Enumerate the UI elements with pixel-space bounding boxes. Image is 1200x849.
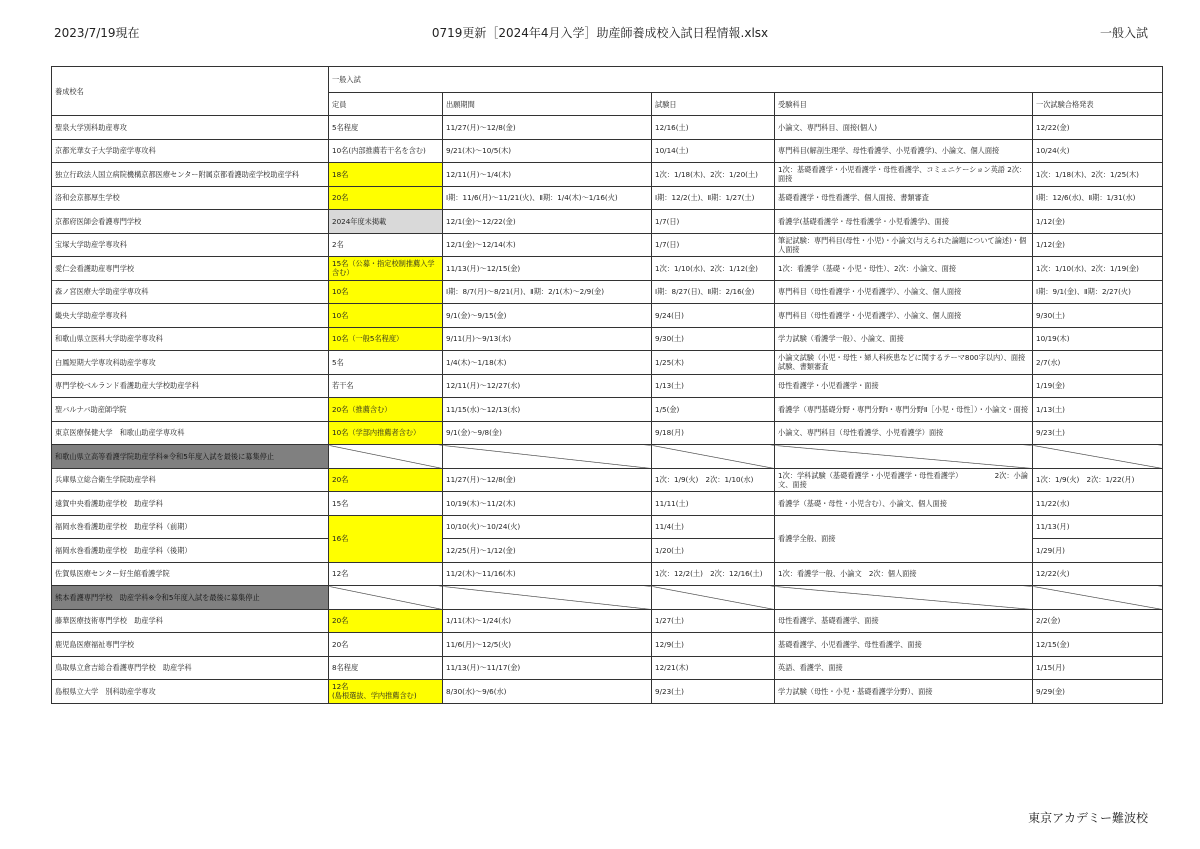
school-name: 鹿児島医療福祉専門学校: [52, 633, 329, 657]
result-date: 1次：1/9(火) 2次：1/22(月): [1033, 468, 1163, 492]
result-date: 11/22(水): [1033, 492, 1163, 516]
subjects: 学力試験（看護学一般）、小論文、面接: [775, 327, 1033, 351]
capacity: 若干名: [329, 374, 443, 398]
table-row: [52, 304, 1163, 328]
result-date: Ⅰ期：9/1(金)、Ⅱ期：2/27(火): [1033, 280, 1163, 304]
subjects: 専門科目（母性看護学・小児看護学）、小論文、個人面接: [775, 280, 1033, 304]
application-period: 12/25(月)〜1/12(金): [443, 539, 652, 563]
exam-date: 1次：1/10(水)、2次：1/12(金): [652, 257, 775, 281]
capacity: 16名: [329, 515, 443, 562]
result-date: 9/29(金): [1033, 680, 1163, 704]
capacity: 20名: [329, 186, 443, 210]
subjects: 母性看護学・小児看護学・面接: [775, 374, 1033, 398]
capacity: 5名程度: [329, 116, 443, 140]
exam-date: 9/18(月): [652, 421, 775, 445]
school-name: 福岡水巻看護助産学校 助産学科（後期）: [52, 539, 329, 563]
exam-date: 1/20(土): [652, 539, 775, 563]
subjects: 小論文、専門科目（母性看護学、小児看護学）面接: [775, 421, 1033, 445]
table-row: [52, 374, 1163, 398]
result-date: 1次：1/10(水)、2次：1/19(金): [1033, 257, 1163, 281]
table-row: [52, 257, 1163, 281]
application-period: 9/1(金)〜9/15(金): [443, 304, 652, 328]
school-name: 聖バルナバ助産師学院: [52, 398, 329, 422]
header-row-1: [52, 67, 1163, 93]
exam-date: 12/9(土): [652, 633, 775, 657]
as-of-date: 2023/7/19現在: [54, 26, 140, 40]
table-row: [52, 163, 1163, 187]
exam-date: 9/30(土): [652, 327, 775, 351]
table-row: [52, 327, 1163, 351]
exam-date: 1/5(金): [652, 398, 775, 422]
school-name: 森ノ宮医療大学助産学専攻科: [52, 280, 329, 304]
capacity: 20名: [329, 609, 443, 633]
school-name: 鳥取県立倉吉総合看護専門学校 助産学科: [52, 656, 329, 680]
empty-cell: [1033, 586, 1163, 610]
table-row: [52, 421, 1163, 445]
document-title: 0719更新［2024年4月入学］助産師養成校入試日程情報.xlsx: [431, 26, 769, 40]
application-period: 11/15(水)〜12/13(水): [443, 398, 652, 422]
result-date: 2/2(金): [1033, 609, 1163, 633]
table-row: [52, 398, 1163, 422]
capacity: 20名: [329, 468, 443, 492]
capacity: 20名（推薦含む）: [329, 398, 443, 422]
application-period: 12/1(金)〜12/22(金): [443, 210, 652, 234]
table-row: [52, 280, 1163, 304]
application-col-header: 出願期間: [443, 93, 652, 116]
empty-cell: [652, 445, 775, 469]
exam-date: 11/4(土): [652, 515, 775, 539]
capacity: 12名: [329, 562, 443, 586]
table-row: [52, 351, 1163, 375]
subjects: 小論文試験（小児・母性・婦人科疾患などに関するテーマ800字以内）、面接試験、書類審査: [775, 351, 1033, 375]
empty-cell: [329, 586, 443, 610]
result-date: 1/12(金): [1033, 233, 1163, 257]
application-period: Ⅰ期：8/7(月)〜8/21(月)、Ⅱ期：2/1(木)〜2/9(金): [443, 280, 652, 304]
result-date: 12/15(金): [1033, 633, 1163, 657]
exam-date: 1/27(土): [652, 609, 775, 633]
result-date: 1/29(月): [1033, 539, 1163, 563]
school-name: 宝塚大学助産学専攻科: [52, 233, 329, 257]
subjects: 看護学全般、面接: [775, 515, 1033, 562]
exam-date: 12/21(木): [652, 656, 775, 680]
subjects: 基礎看護学・母性看護学、個人面接、書類審査: [775, 186, 1033, 210]
discontinued-row: [52, 445, 1163, 469]
application-period: 12/11(月)〜12/27(水): [443, 374, 652, 398]
subjects: 1次：基礎看護学・小児看護学・母性看護学、コミュニケーション英語 2次：面接: [775, 163, 1033, 187]
table-row: [52, 633, 1163, 657]
application-period: 10/19(木)〜11/2(木): [443, 492, 652, 516]
school-name: 独立行政法人国立病院機構京都医療センター附属京都看護助産学校助産学科: [52, 163, 329, 187]
subjects: 筆記試験：専門科目(母性・小児)・小論文(与えられた論題について論述)・個人面接: [775, 233, 1033, 257]
application-period: 12/1(金)〜12/14(木): [443, 233, 652, 257]
result-date: 9/23(土): [1033, 421, 1163, 445]
table-row: [52, 656, 1163, 680]
discontinued-row: [52, 586, 1163, 610]
application-period: Ⅰ期：11/6(月)〜11/21(火)、Ⅱ期：1/4(木)〜1/16(火): [443, 186, 652, 210]
application-period: 9/21(木)〜10/5(木): [443, 139, 652, 163]
capacity: 10名(内部推薦若干名を含む): [329, 139, 443, 163]
exam-date: Ⅰ期：12/2(土)、Ⅱ期：1/27(土): [652, 186, 775, 210]
capacity: 5名: [329, 351, 443, 375]
table-row: [52, 186, 1163, 210]
application-period: 11/13(月)〜11/17(金): [443, 656, 652, 680]
application-period: 9/11(月)〜9/13(水): [443, 327, 652, 351]
subjects: 1次：看護学（基礎・小児・母性）、2次：小論文、面接: [775, 257, 1033, 281]
table-row: [52, 492, 1163, 516]
table-row: [52, 139, 1163, 163]
application-period: 9/1(金)〜9/8(金): [443, 421, 652, 445]
capacity: 18名: [329, 163, 443, 187]
application-period: 8/30(水)〜9/6(水): [443, 680, 652, 704]
result-date: 10/24(火): [1033, 139, 1163, 163]
application-period: 1/11(木)〜1/24(水): [443, 609, 652, 633]
exam-category: 一般入試: [1099, 26, 1148, 40]
school-col-header: 養成校名: [52, 67, 329, 116]
capacity-col-header: 定員: [329, 93, 443, 116]
capacity: [329, 680, 443, 704]
result-date: 12/22(金): [1033, 116, 1163, 140]
school-name: 聖泉大学別科助産専攻: [52, 116, 329, 140]
exam-date: 1次：1/18(木)、2次：1/20(土): [652, 163, 775, 187]
empty-cell: [1033, 445, 1163, 469]
exam-date: Ⅰ期：8/27(日)、Ⅱ期：2/16(金): [652, 280, 775, 304]
subjects: 学力試験（母性・小児・基礎看護学分野）、面接: [775, 680, 1033, 704]
capacity: 10名（学部内推薦者含む）: [329, 421, 443, 445]
school-name: 藤華医療技術専門学校 助産学科: [52, 609, 329, 633]
subjects: 基礎看護学、小児看護学、母性看護学、面接: [775, 633, 1033, 657]
empty-cell: [775, 445, 1033, 469]
capacity: 10名（一般5名程度）: [329, 327, 443, 351]
application-period: 11/2(木)〜11/16(木): [443, 562, 652, 586]
table-row: [52, 233, 1163, 257]
result-date: 10/19(木): [1033, 327, 1163, 351]
empty-cell: [443, 445, 652, 469]
exam-date: 1次：12/2(土) 2次：12/16(土): [652, 562, 775, 586]
subjects: 1次：看護学一般、小論文 2次：個人面接: [775, 562, 1033, 586]
capacity: 10名: [329, 280, 443, 304]
table-row: [52, 468, 1163, 492]
table-row: [52, 515, 1163, 539]
school-name: 東京医療保健大学 和歌山助産学専攻科: [52, 421, 329, 445]
application-period: 1/4(木)〜1/18(木): [443, 351, 652, 375]
subjects: 専門科目（母性看護学・小児看護学）、小論文、個人面接: [775, 304, 1033, 328]
table-row: [52, 210, 1163, 234]
exam-date: 1次：1/9(火) 2次：1/10(水): [652, 468, 775, 492]
exam-date: 1/13(土): [652, 374, 775, 398]
group-header: 一般入試: [329, 67, 1163, 93]
discontinued-note: 熊本看護専門学校 助産学科※令和5年度入試を最後に募集停止: [52, 586, 329, 610]
exam-date: 11/11(土): [652, 492, 775, 516]
capacity: 20名: [329, 633, 443, 657]
subjects-col-header: 受験科目: [775, 93, 1033, 116]
result-date: 2/7(水): [1033, 351, 1163, 375]
result-date: 9/30(土): [1033, 304, 1163, 328]
exam-date: 10/14(土): [652, 139, 775, 163]
subjects: 看護学（基礎・母性・小児含む）、小論文、個人面接: [775, 492, 1033, 516]
result-date: Ⅰ期：12/6(水)、Ⅱ期：1/31(水): [1033, 186, 1163, 210]
result-date: 1/13(土): [1033, 398, 1163, 422]
subjects: 看護学（専門基礎分野・専門分野Ⅰ・専門分野Ⅱ［小児・母性］）・小論文・面接: [775, 398, 1033, 422]
school-name: 白鳳短期大学専攻科助産学専攻: [52, 351, 329, 375]
table-row: [52, 562, 1163, 586]
result-date: 11/13(月): [1033, 515, 1163, 539]
empty-cell: [329, 445, 443, 469]
schedule-table: [51, 66, 1163, 704]
capacity: 15名（公募・指定校制推薦入学含む）: [329, 257, 443, 281]
capacity: 8名程度: [329, 656, 443, 680]
application-period: 12/11(月)〜1/4(木): [443, 163, 652, 187]
result-date: 1/12(金): [1033, 210, 1163, 234]
publisher-name: 東京アカデミー難波校: [1028, 811, 1148, 825]
exam-date: 9/24(日): [652, 304, 775, 328]
capacity: 2024年度未掲載: [329, 210, 443, 234]
result-date: 1次：1/18(木)、2次：1/25(木): [1033, 163, 1163, 187]
school-name: 専門学校ベルランド看護助産大学校助産学科: [52, 374, 329, 398]
table-row: [52, 609, 1163, 633]
exam-date: 12/16(土): [652, 116, 775, 140]
application-period: 11/13(月)〜12/15(金): [443, 257, 652, 281]
school-name: 愛仁会看護助産専門学校: [52, 257, 329, 281]
empty-cell: [652, 586, 775, 610]
school-name: 佐賀県医療センター好生館看護学院: [52, 562, 329, 586]
school-name: 畿央大学助産学専攻科: [52, 304, 329, 328]
exam-date: 1/7(日): [652, 233, 775, 257]
discontinued-note: 和歌山県立高等看護学院助産学科※令和5年度入試を最後に募集停止: [52, 445, 329, 469]
subjects: 専門科目(解剖生理学、母性看護学、小児看護学)、小論文、個人面接: [775, 139, 1033, 163]
school-name: 島根県立大学 別科助産学専攻: [52, 680, 329, 704]
exam-date: 1/7(日): [652, 210, 775, 234]
empty-cell: [775, 586, 1033, 610]
subjects: 1次：学科試験（基礎看護学・小児看護学・母性看護学） 2次：小論文、面接: [775, 468, 1033, 492]
exam-date: 9/23(土): [652, 680, 775, 704]
capacity-main: 12名: [332, 682, 349, 692]
table-row: [52, 116, 1163, 140]
school-name: 兵庫県立総合衛生学院助産学科: [52, 468, 329, 492]
subjects: 看護学(基礎看護学・母性看護学・小児看護学)、面接: [775, 210, 1033, 234]
table-row: [52, 680, 1163, 704]
school-name: 福岡水巻看護助産学校 助産学科（前期）: [52, 515, 329, 539]
school-name: 和歌山県立医科大学助産学専攻科: [52, 327, 329, 351]
subjects: 母性看護学、基礎看護学、面接: [775, 609, 1033, 633]
school-name: 洛和会京都厚生学校: [52, 186, 329, 210]
school-name: 遠賀中央看護助産学校 助産学科: [52, 492, 329, 516]
application-period: 11/27(月)〜12/8(金): [443, 116, 652, 140]
application-period: 11/6(月)〜12/5(火): [443, 633, 652, 657]
result-col-header: 一次試験合格発表: [1033, 93, 1163, 116]
exam-date-col-header: 試験日: [652, 93, 775, 116]
capacity: 10名: [329, 304, 443, 328]
result-date: 1/15(月): [1033, 656, 1163, 680]
capacity: 15名: [329, 492, 443, 516]
result-date: 1/19(金): [1033, 374, 1163, 398]
application-period: 10/10(火)〜10/24(火): [443, 515, 652, 539]
subjects: 小論文、専門科目、面接(個人): [775, 116, 1033, 140]
result-date: 12/22(火): [1033, 562, 1163, 586]
exam-date: 1/25(木): [652, 351, 775, 375]
application-period: 11/27(月)〜12/8(金): [443, 468, 652, 492]
capacity: 2名: [329, 233, 443, 257]
school-name: 京都光華女子大学助産学専攻科: [52, 139, 329, 163]
subjects: 英語、看護学、面接: [775, 656, 1033, 680]
school-name: 京都府医師会看護専門学校: [52, 210, 329, 234]
empty-cell: [443, 586, 652, 610]
capacity-note: (島根選抜、学内推薦含む): [332, 691, 417, 701]
